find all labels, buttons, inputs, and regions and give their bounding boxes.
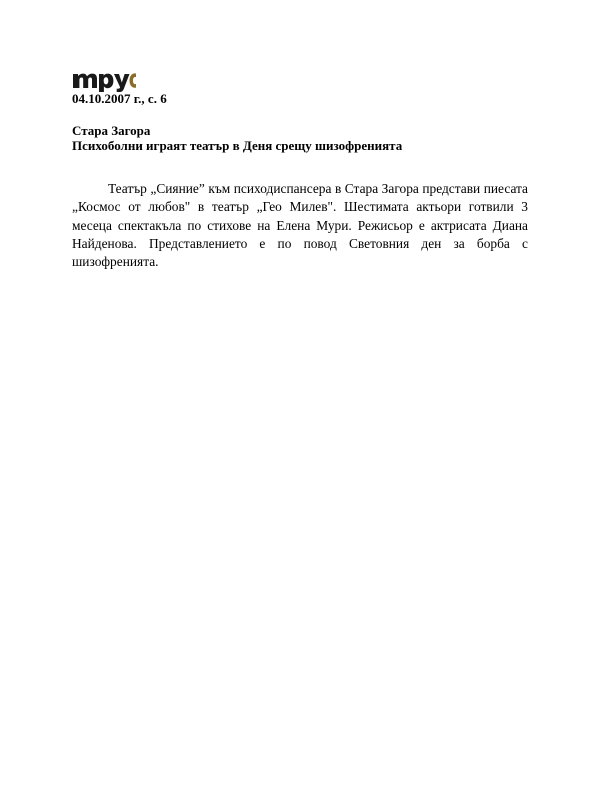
article-body: Театър „Сияние” към психодиспансера в Стара Загора представи пиесата „Космос от любов" в театър „Гео Милев". Шестимата актьори готвили 3 месеца спектакъла по стихове на Елена Мури. Режисьор е актрисата Диана Найденова. Представлението е по повод Световния ден за борба с шизофренията.	[72, 181, 528, 270]
article-headline: Психоболни играят театър в Деня срещу шизофренията	[72, 138, 403, 153]
trud-logo-icon	[72, 68, 136, 92]
article-location: Стара Загора	[72, 123, 151, 138]
issue-date-and-page: 04.10.2007 г., с. 6	[72, 91, 167, 106]
